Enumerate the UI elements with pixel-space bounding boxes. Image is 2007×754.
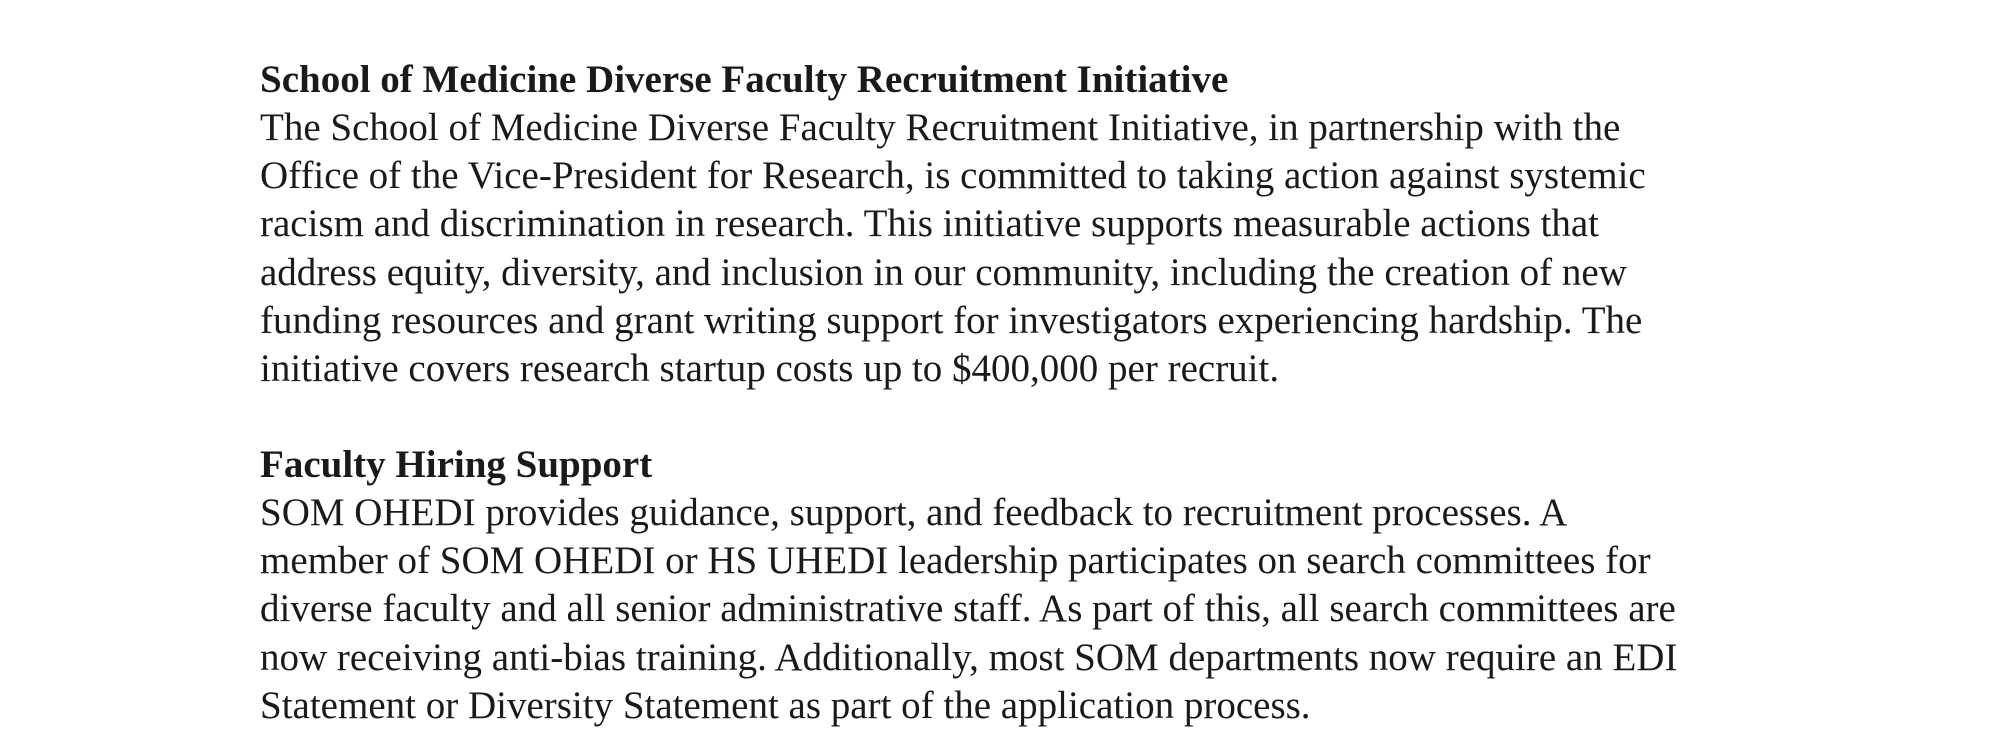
section-diverse-faculty-recruitment (260, 56, 1820, 393)
section-faculty-hiring-support (260, 441, 1820, 730)
section-heading: Faculty Hiring Support (260, 443, 653, 486)
section-body: The School of Medicine Diverse Faculty Recruitment Initiative, in partnership with the Office of the Vice-President for Research, is committed to taking action against systemic racism and discrimination in research. This initiative supports measurable actions that address equity, diversity, and inclusion in our community, including the creation of new funding resources and grant writing support for investigators experiencing hardship. The initiative covers research startup costs up to $400,000 per recruit. (260, 106, 1646, 391)
section-heading: School of Medicine Diverse Faculty Recruitment Initiative (260, 58, 1229, 101)
section-body: SOM OHEDI provides guidance, support, and feedback to recruitment processes. A member of SOM OHEDI or HS UHEDI leadership participates on search committees for diverse faculty and all senior administrative staff. As part of this, all search committees are now receiving anti-bias training. Additionally, most SOM departments now require an EDI Statement or Diversity Statement as part of the application process. (260, 491, 1678, 727)
